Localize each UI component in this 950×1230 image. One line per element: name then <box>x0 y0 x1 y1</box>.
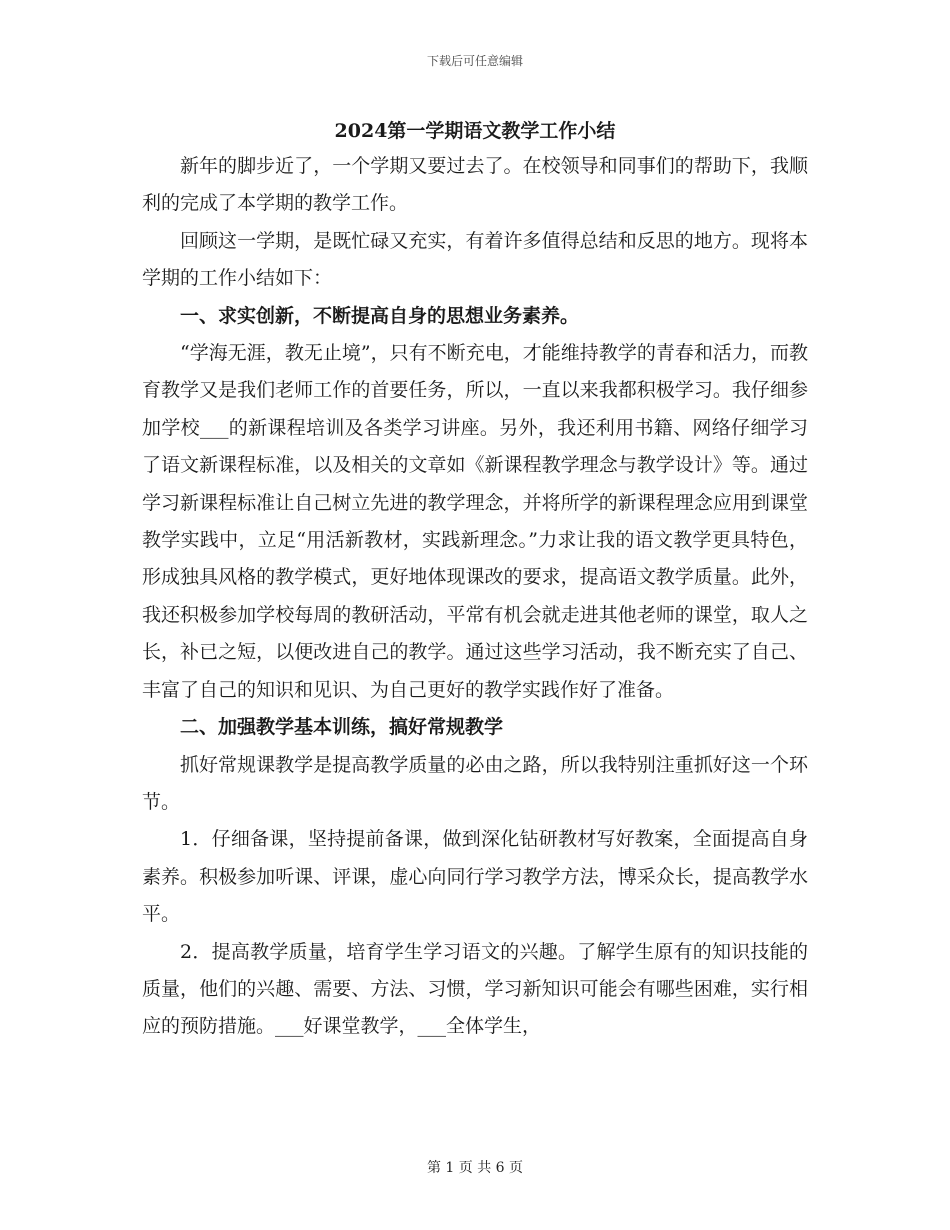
section-heading-1: 一、求实创新，不断提高自身的思想业务素养。 <box>180 304 580 327</box>
document-title: 2024第一学期语文教学工作小结 <box>334 120 616 142</box>
paragraph-review: 回顾这一学期，是既忙碌又充实，有着许多值得总结和反思的地方。现将本学期的工作小结如下： <box>142 229 808 290</box>
header-note: 下载后可任意编辑 <box>426 54 523 68</box>
document-body <box>142 148 808 1046</box>
section-heading-2: 二、加强教学基本训练，搞好常规教学 <box>180 716 504 739</box>
paragraph-learning: “学海无涯，教无止境”，只有不断充电，才能维持教学的青春和活力，而教育教学又是我们老师工作的首要任务，所以，一直以来我都积极学习。我仔细参加学校___的新课程培训及各类学习讲座。另外，我还利用书籍、网络仔细学习了语文新课程标准，以及相关的文章如《新课程教学理念与教学设计》等。通过学习新课程标准让自己树立先进的教学理念，并将所学的新课程理念应用到课堂教学实践中，立足“用活新教材，实践新理念。”力求让我的语文教学更具特色，形成独具风格的教学模式，更好地体现课改的要求，提高语文教学质量。此外，我还积极参加学校每周的教研活动，平常有机会就走进其他老师的课堂，取人之长，补已之短，以便改进自己的教学。通过这些学习活动，我不断充实了自己、丰富了自己的知识和见识、为自己更好的教学实践作好了准备。 <box>142 342 808 701</box>
page-number: 第 1 页 共 6 页 <box>426 1160 524 1176</box>
paragraph-routine: 抓好常规课教学是提高教学质量的必由之路，所以我特别注重抓好这一个环节。 <box>142 753 808 813</box>
paragraph-item-2: 2．提高教学质量，培育学生学习语文的兴趣。了解学生原有的知识技能的质量，他们的兴趣、需要、方法、习惯，学习新知识可能会有哪些困难，实行相应的预防措施。___好课堂教学，___全体学生， <box>142 940 808 1038</box>
paragraph-intro: 新年的脚步近了，一个学期又要过去了。在校领导和同事们的帮助下，我顺利的完成了本学期的教学工作。 <box>142 155 808 215</box>
paragraph-item-1: 1．仔细备课，坚持提前备课，做到深化钻研教材写好教案，全面提高自身素养。积极参加听课、评课，虚心向同行学习教学方法，博采众长，提高教学水平。 <box>142 828 808 926</box>
